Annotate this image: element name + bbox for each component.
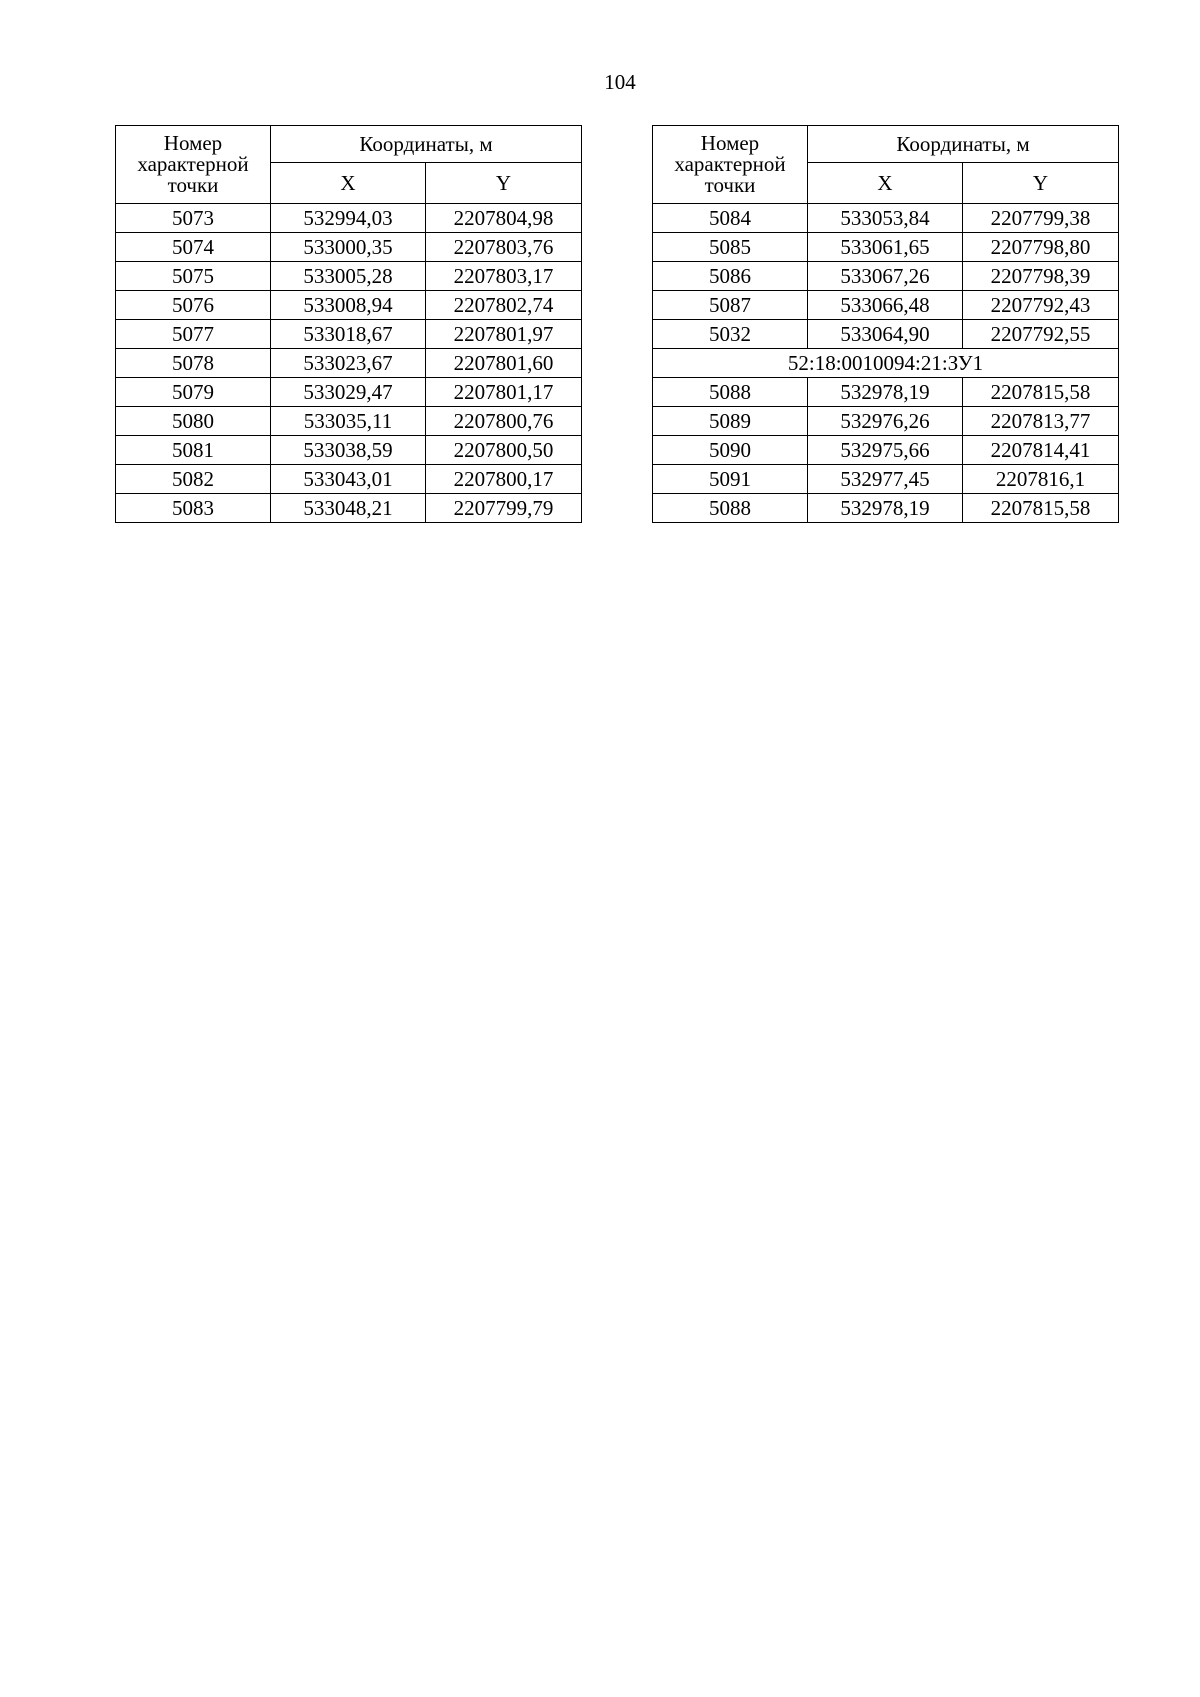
point-number-cell: 5080 xyxy=(116,407,271,436)
x-coordinate-cell: 532976,26 xyxy=(808,407,963,436)
x-coordinate-cell: 533008,94 xyxy=(271,291,426,320)
x-coordinate-cell: 533018,67 xyxy=(271,320,426,349)
right-table-body xyxy=(653,204,1119,523)
point-number-cell: 5078 xyxy=(116,349,271,378)
y-header: Y xyxy=(963,163,1119,204)
x-coordinate-cell: 533066,48 xyxy=(808,291,963,320)
y-coordinate-cell: 2207802,74 xyxy=(426,291,582,320)
table-row xyxy=(653,407,1119,436)
table-row xyxy=(653,291,1119,320)
x-coordinate-cell: 533053,84 xyxy=(808,204,963,233)
y-coordinate-cell: 2207816,1 xyxy=(963,465,1119,494)
point-number-cell: 5082 xyxy=(116,465,271,494)
y-coordinate-cell: 2207801,17 xyxy=(426,378,582,407)
y-coordinate-cell: 2207798,80 xyxy=(963,233,1119,262)
point-number-cell: 5074 xyxy=(116,233,271,262)
point-number-header: Номер характерной точки xyxy=(116,126,271,204)
y-coordinate-cell: 2207803,17 xyxy=(426,262,582,291)
left-table-body xyxy=(116,204,582,523)
y-coordinate-cell: 2207813,77 xyxy=(963,407,1119,436)
coordinates-table-right xyxy=(652,125,1119,523)
x-coordinate-cell: 533029,47 xyxy=(271,378,426,407)
table-row xyxy=(116,233,582,262)
coordinates-header: Координаты, м xyxy=(808,126,1119,163)
y-coordinate-cell: 2207815,58 xyxy=(963,494,1119,523)
point-number-cell: 5088 xyxy=(653,494,808,523)
x-coordinate-cell: 532978,19 xyxy=(808,378,963,407)
x-coordinate-cell: 533035,11 xyxy=(271,407,426,436)
table-row xyxy=(116,465,582,494)
table-row xyxy=(116,436,582,465)
x-header: X xyxy=(271,163,426,204)
table-row xyxy=(653,465,1119,494)
x-coordinate-cell: 533000,35 xyxy=(271,233,426,262)
point-number-cell: 5079 xyxy=(116,378,271,407)
table-row xyxy=(116,378,582,407)
coordinates-header: Координаты, м xyxy=(271,126,582,163)
y-coordinate-cell: 2207814,41 xyxy=(963,436,1119,465)
point-number-cell: 5083 xyxy=(116,494,271,523)
y-coordinate-cell: 2207800,17 xyxy=(426,465,582,494)
section-label: 52:18:0010094:21:ЗУ1 xyxy=(653,349,1119,378)
point-number-header: Номер характерной точки xyxy=(653,126,808,204)
x-coordinate-cell: 533023,67 xyxy=(271,349,426,378)
point-number-cell: 5081 xyxy=(116,436,271,465)
x-coordinate-cell: 532977,45 xyxy=(808,465,963,494)
x-coordinate-cell: 532994,03 xyxy=(271,204,426,233)
page-number: 104 xyxy=(604,70,636,94)
x-coordinate-cell: 533043,01 xyxy=(271,465,426,494)
table-row xyxy=(116,407,582,436)
x-coordinate-cell: 533048,21 xyxy=(271,494,426,523)
table-row xyxy=(653,233,1119,262)
table-row xyxy=(116,349,582,378)
table-row xyxy=(116,320,582,349)
y-coordinate-cell: 2207804,98 xyxy=(426,204,582,233)
x-coordinate-cell: 533061,65 xyxy=(808,233,963,262)
y-coordinate-cell: 2207800,76 xyxy=(426,407,582,436)
table-row xyxy=(653,494,1119,523)
table-row xyxy=(653,204,1119,233)
point-number-cell: 5076 xyxy=(116,291,271,320)
y-coordinate-cell: 2207803,76 xyxy=(426,233,582,262)
x-coordinate-cell: 533038,59 xyxy=(271,436,426,465)
point-number-cell: 5086 xyxy=(653,262,808,291)
y-coordinate-cell: 2207815,58 xyxy=(963,378,1119,407)
point-number-cell: 5091 xyxy=(653,465,808,494)
x-coordinate-cell: 532978,19 xyxy=(808,494,963,523)
point-number-cell: 5077 xyxy=(116,320,271,349)
y-coordinate-cell: 2207799,38 xyxy=(963,204,1119,233)
coordinates-table-left xyxy=(115,125,582,523)
table-row xyxy=(653,436,1119,465)
table-row xyxy=(116,291,582,320)
y-coordinate-cell: 2207798,39 xyxy=(963,262,1119,291)
point-number-cell: 5087 xyxy=(653,291,808,320)
point-number-cell: 5075 xyxy=(116,262,271,291)
table-row xyxy=(116,204,582,233)
point-number-cell: 5088 xyxy=(653,378,808,407)
point-number-cell: 5085 xyxy=(653,233,808,262)
y-header: Y xyxy=(426,163,582,204)
table-row xyxy=(116,494,582,523)
table-row xyxy=(653,262,1119,291)
table-row xyxy=(653,320,1119,349)
point-number-cell: 5073 xyxy=(116,204,271,233)
table-row xyxy=(116,262,582,291)
point-number-cell: 5089 xyxy=(653,407,808,436)
x-header: X xyxy=(808,163,963,204)
table-row xyxy=(653,378,1119,407)
point-number-cell: 5090 xyxy=(653,436,808,465)
section-row xyxy=(653,349,1119,378)
point-number-cell: 5032 xyxy=(653,320,808,349)
y-coordinate-cell: 2207792,43 xyxy=(963,291,1119,320)
y-coordinate-cell: 2207801,60 xyxy=(426,349,582,378)
y-coordinate-cell: 2207799,79 xyxy=(426,494,582,523)
x-coordinate-cell: 533067,26 xyxy=(808,262,963,291)
x-coordinate-cell: 533005,28 xyxy=(271,262,426,291)
x-coordinate-cell: 533064,90 xyxy=(808,320,963,349)
y-coordinate-cell: 2207800,50 xyxy=(426,436,582,465)
y-coordinate-cell: 2207801,97 xyxy=(426,320,582,349)
point-number-cell: 5084 xyxy=(653,204,808,233)
x-coordinate-cell: 532975,66 xyxy=(808,436,963,465)
y-coordinate-cell: 2207792,55 xyxy=(963,320,1119,349)
